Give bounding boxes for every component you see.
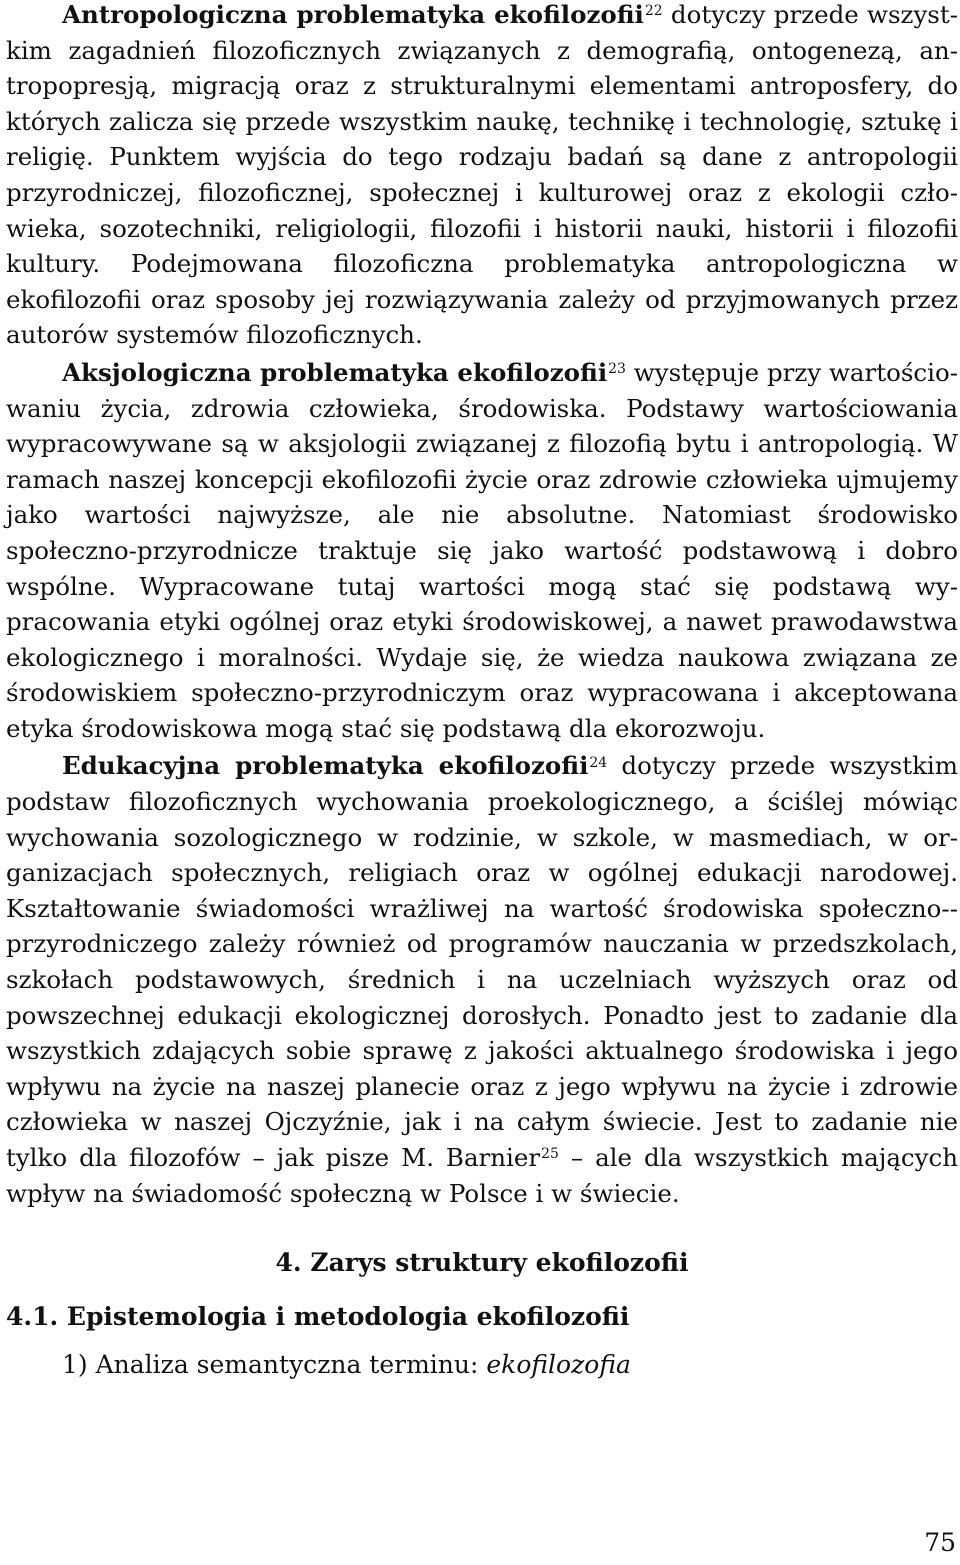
footnote-marker: 22 bbox=[644, 3, 663, 20]
paragraph-educational bbox=[6, 748, 958, 1211]
paragraph-text: występuje przy wartościowaniu życia, zdrowia człowieka, środowiska. Podstawy wartościowania wypracowywane są w aksjologii związanej z filozofią bytu i antropologią. W ramach naszej koncepcji ekofilozofii życie oraz zdrowie człowieka ujmujemy jako wartości najwyższe, ale nie absolutne. Natomiast środowisko społeczno-przyrodnicze traktuje się jako wartość podstawową i dobro wspólne. Wypracowane tutaj wartości mogą stać się podstawą wypracowania etyki ogólnej oraz etyki środowiskowej, a nawet prawodawstwa ekologicznego i moralności. Wydaje się, że wiedza naukowa związana ze środowiskiem społeczno-przyrodniczym oraz wypracowana i akceptowana etyka środowiskowa mogą stać się podstawą dla ekorozwoju. bbox=[6, 357, 958, 743]
section-title: 4. Zarys struktury ekofilozofii bbox=[275, 1248, 689, 1278]
page-number: 75 bbox=[924, 1528, 956, 1557]
footnote-marker: 25 bbox=[541, 1146, 559, 1163]
list-item-term: ekofilozofia bbox=[486, 1350, 631, 1380]
subsection-title: 4.1. Epistemologia i metodologia ekofilozofii bbox=[6, 1302, 630, 1332]
paragraph-lead: Edukacyjna problematyka ekofilozofii bbox=[62, 751, 589, 781]
paragraph-anthropological bbox=[6, 0, 958, 353]
paragraph-text-continued: – ale dla wszystkich mających wpływ na świadomość społeczną w Polsce i w świecie. bbox=[6, 1143, 958, 1208]
footnote-marker: 23 bbox=[608, 361, 626, 378]
paragraph-lead: Aksjologiczna problematyka ekofilozofii bbox=[62, 357, 608, 387]
list-item bbox=[62, 1347, 958, 1383]
paragraph-lead: Antropologiczna problematyka ekofilozofii bbox=[62, 0, 644, 29]
list-item-prefix: 1) Analiza semantyczna terminu: bbox=[62, 1350, 487, 1380]
paragraph-axiological bbox=[6, 355, 958, 747]
footnote-marker: 24 bbox=[589, 754, 608, 771]
document-page bbox=[6, 0, 958, 1383]
paragraph-text: dotyczy przede wszystkim podstaw filozoficznych wychowania proekologicznego, a ściślej mówiąc wychowania sozologicznego w rodzinie, w szkole, w masmediach, w organizacjach społecznych, religiach oraz w ogólnej edukacji narodowej. Kształtowanie świadomości wrażliwej na wartość środowiska społeczno-przyrodniczego zależy również od programów nauczania w przedszkolach, szkołach podstawowych, średnich i na uczelniach wyższych oraz od powszechnej edukacji ekologicznej dorosłych. Ponadto jest to zadanie dla wszystkich zdających sobie sprawę z jakości aktualnego środowiska i jego wpływu na życie na naszej planecie oraz z jego wpływu na życie i zdrowie człowieka w naszej Ojczyźnie, jak i na całym świecie. Jest to zadanie nie tylko dla filozofów – jak pisze M. Barnier bbox=[6, 751, 958, 1172]
paragraph-text: dotyczy przede wszystkim zagadnień filozoficznych związanych z demografią, ontogenezą, antropopresją, migracją oraz z strukturalnymi elementami antroposfery, do których zalicza się przede wszystkim naukę, technikę i technologię, sztukę i religię. Punktem wyjścia do tego rodzaju badań są dane z antropologii przyrodniczej, filozoficznej, społecznej i kulturowej oraz z ekologii człowieka, sozotechniki, religiologii, filozofii i historii nauki, historii i filozofii kultury. Podejmowana filozoficzna problematyka antropologiczna w ekofilozofii oraz sposoby jej rozwiązywania zależy od przyjmowanych przez autorów systemów filozoficznych. bbox=[6, 0, 959, 350]
